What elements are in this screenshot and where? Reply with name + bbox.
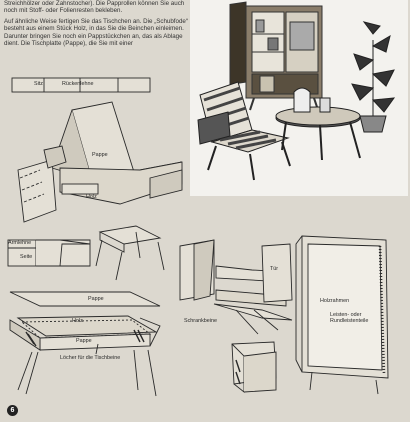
- label-rueckenlehne: Rückenlehne: [62, 81, 94, 87]
- label-holzrahmen: Holzrahmen: [320, 298, 350, 304]
- label-loecher: Löcher für die Tischbeine: [60, 355, 121, 361]
- label-pappe-table-top: Pappe: [88, 296, 104, 302]
- table-exploded: [10, 292, 160, 396]
- label-seite: Seite: [20, 254, 33, 260]
- label-tuer: Tür: [270, 266, 279, 272]
- figure-number: 6: [7, 405, 18, 416]
- label-armlehne: Armlehne: [8, 240, 32, 246]
- label-pappe-chair: Pappe: [92, 152, 108, 158]
- intro-paragraph-1: Streichhölzer oder Zahnstocher). Die Papprollen können Sie auch noch mit Stoff- oder Folienresten bekleben.: [4, 0, 185, 15]
- label-leisten: Leisten- oder Rundleistenteile: [330, 312, 369, 324]
- intro-paragraph-2: Auf ähnliche Weise fertigen Sie das Tischchen an. Die „Schubfode“ besteht aus einem Stück Holz, in das Sie die Beinchen einleimen. Darunter bringen Sie noch ein Pappstückchen an, das als Ablage dient. Die Tischplatte (Pappe), die Sie mit einer: [4, 17, 188, 48]
- label-holz-chair: Holz: [86, 194, 97, 200]
- table-frame: [96, 226, 164, 280]
- label-sitz: Sitz: [34, 81, 43, 87]
- label-schrankbeine: Schrankbeine: [184, 318, 217, 324]
- label-holz-table: Holz: [72, 318, 83, 324]
- cabinet-parts: [180, 240, 292, 392]
- chair-folded: [18, 102, 182, 222]
- label-pappe-table-shelf: Pappe: [76, 338, 92, 344]
